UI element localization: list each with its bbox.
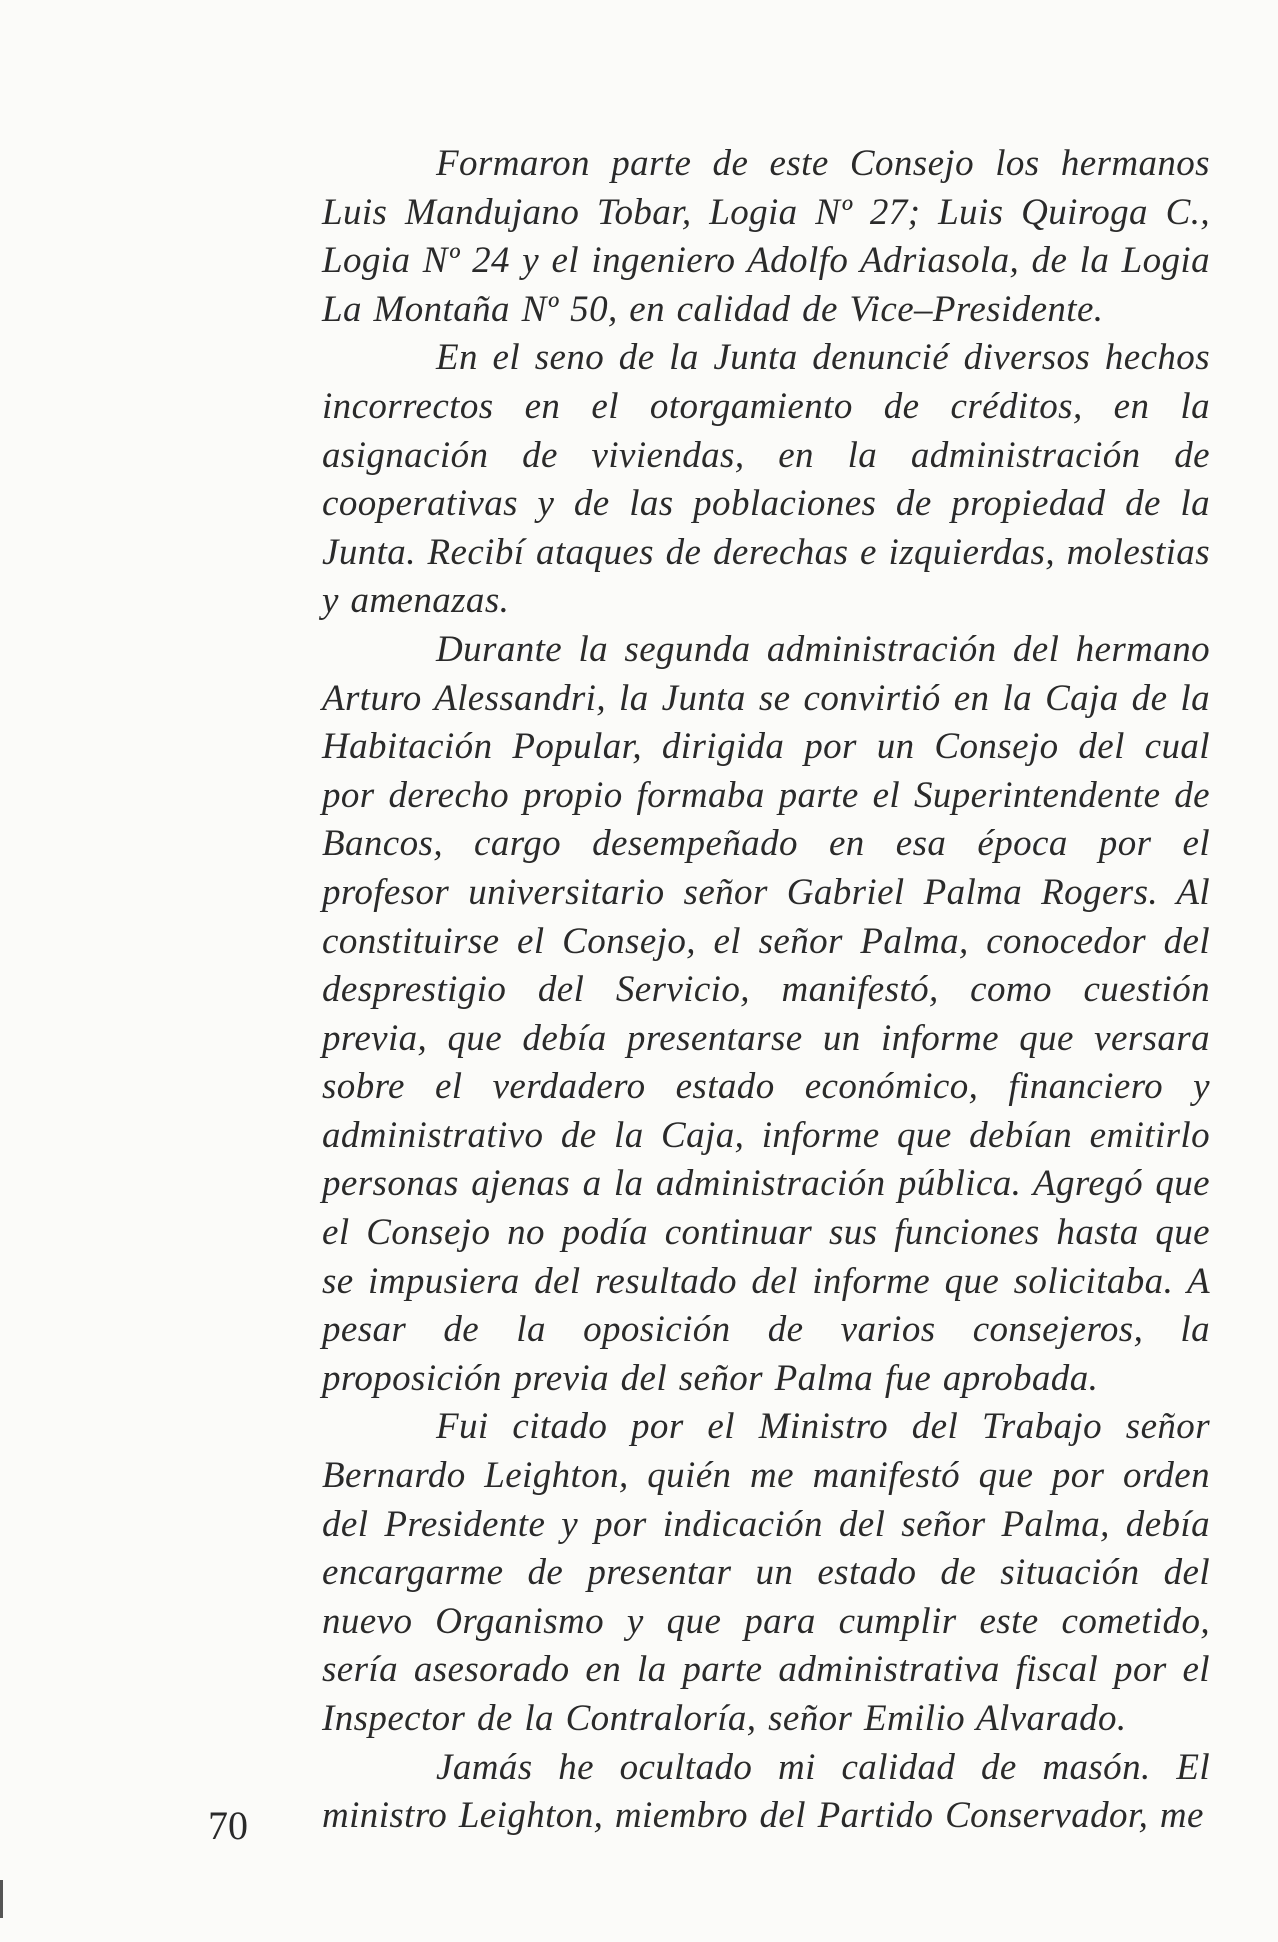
scan-edge-mark bbox=[0, 1880, 3, 1918]
paragraph-junta-denuncia: En el seno de la Junta denuncié diversos hechos incorrectos en el otorgamiento de créditos, en la asignación de viviendas, en la administración de cooperativas y de las poblaciones de propiedad de la Junta. Recibí ataques de derechas e izquierdas, molestias y amenazas. bbox=[322, 337, 1210, 622]
body-text bbox=[322, 140, 1210, 1841]
page-number: 70 bbox=[208, 1803, 248, 1848]
paragraph-caja-habitacion: Durante la segunda administración del hermano Arturo Alessandri, la Junta se convirtió en la Caja de la Habitación Popular, dirigida por un Consejo del cual por derecho propio formaba parte el Superintendente de Bancos, cargo desempeñado en esa época por el profesor universitario señor Gabriel Palma Rogers. Al constituirse el Consejo, el señor Palma, conocedor del desprestigio del Servicio, manifestó, como cuestión previa, que debía presentarse un informe que versara sobre el verdadero estado económico, financiero y administrativo de la Caja, informe que debían emitirlo personas ajenas a la administración pública. Agregó que el Consejo no podía continuar sus funciones hasta que se impusiera del resultado del informe que solicitaba. A pesar de la oposición de varios consejeros, la proposición previa del señor Palma fue aprobada. bbox=[322, 628, 1210, 1399]
paragraph-ministro-trabajo: Fui citado por el Ministro del Trabajo señor Bernardo Leighton, quién me manifestó que por orden del Presidente y por indicación del señor Palma, debía encargarme de presentar un estado de situación del nuevo Organismo y que para cumplir este cometido, sería asesorado en la parte administrativa fiscal por el Inspector de la Contraloría, señor Emilio Alvarado. bbox=[322, 1406, 1210, 1739]
paragraph-calidad-mason: Jamás he ocultado mi calidad de masón. El ministro Leighton, miembro del Partido Conservador, me bbox=[322, 1746, 1210, 1837]
paragraph-consejo-members: Formaron parte de este Consejo los hermanos Luis Mandujano Tobar, Logia Nº 27; Luis Quiroga C., Logia Nº 24 y el ingeniero Adolfo Adriasola, de la Logia La Montaña Nº 50, en calidad de Vice–Presidente. bbox=[322, 143, 1210, 330]
